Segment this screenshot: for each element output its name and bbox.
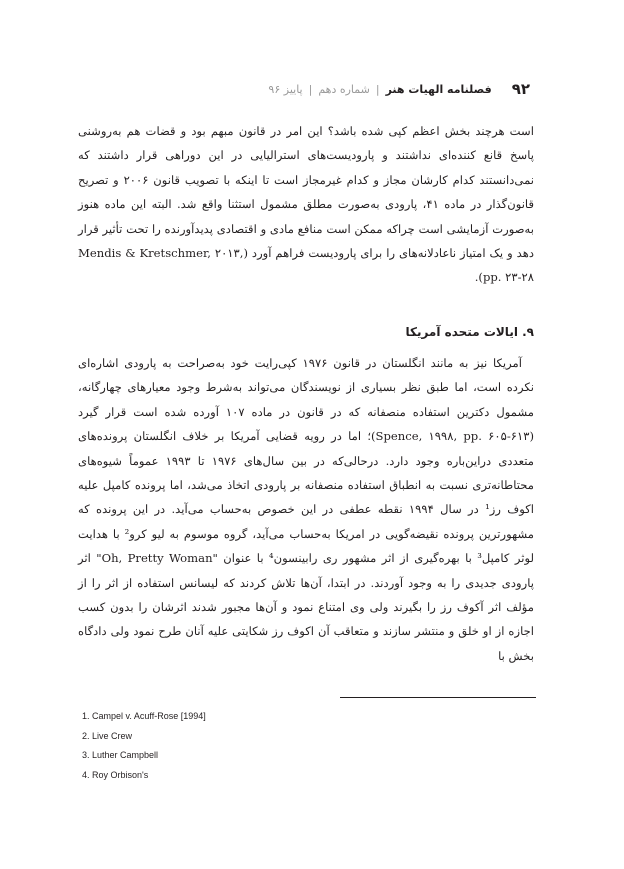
- page-number: ۹۲: [511, 80, 530, 98]
- running-header: [268, 76, 530, 102]
- footnotes: [82, 707, 382, 785]
- footnote-item: 1. Campel v. Acuff-Rose [1994]: [82, 711, 206, 721]
- paragraph-text: آمریکا نیز به مانند انگلستان در قانون ۱۹۷۶ کپی‌رایت خود به‌صراحت به پارودی اشاره‌ای نکرده است، اما طبق نظر بسیاری از نویسندگان می‌تواند به‌شرط وجود معیارهای چهارگانه، مشمول دکترین استفاده منصفانه که در قانون در ماده ۱۰۷ آورده شده است قرار گیرد (Spence, ۱۹۹۸, pp. ۶۰۵-۶۱۳)؛ اما در رویه قضایی آمریکا بر خلاف انگلستان پرونده‌های متعددی دراین‌باره وجود دارد. درحالی‌که در بین سال‌های ۱۹۷۶ تا ۱۹۹۳ عموماً شیوه‌های محتاطانه‌تری نسبت به انطباق استفاده منصفانه بر پارودی اتخاذ می‌شد، اما پرونده کامپل علیه اکوف رز¹ در سال ۱۹۹۴ نقطه عطفی در این خصوص به‌حساب می‌آید. در این پرونده که مشهورترین پرونده نقیضه‌گویی در امریکا به‌حساب می‌آید، گروه موسوم به لیو کرو² با هدایت لوثر کامپل³ با بهره‌گیری از اثر مشهور ری رابینسون⁴ با عنوان "Oh, Pretty Woman" اثر پارودی جدیدی را به وجود آوردند. در ابتدا، آن‌ها تلاش کردند که لیسانس استفاده از اثر را از مؤلف اثر آکوف رز را بگیرند ولی وی امتناع نمود و آن‌ها مجبور شدند اثرشان را بدون کسب اجازه از او خلق و منتشر سازند و متعاقب آن اکوف رز شکایتی علیه آنان طرح نمود ولی دادگاه بخش با: [78, 356, 534, 663]
- footnote-item: 3. Luther Campbell: [82, 750, 159, 760]
- journal-name: فصلنامه الهیات هنر: [385, 82, 492, 96]
- footnote-divider: [340, 697, 536, 698]
- body-paragraph-2: [78, 351, 534, 668]
- issue-number: شماره دهم: [318, 82, 370, 96]
- header-separator: |: [375, 82, 380, 96]
- header-separator: |: [308, 82, 313, 96]
- footnote-item: 4. Roy Orbison's: [82, 769, 149, 780]
- body-paragraph-1: [78, 119, 534, 290]
- issue-season: پاییز ۹۶: [268, 82, 303, 96]
- footnote-item: 2. Live Crew: [82, 730, 133, 741]
- paragraph-text: است هرچند بخش اعظم کپی شده باشد؟ این امر در قانون مبهم بود و قضات هم به‌روشنی پاسخ قانع کننده‌ای نداشتند و پارودیست‌های استرالیایی در این دوراهی قرار داشتند که نمی‌دانستند کدام کارشان مجاز و کدام غیرمجاز است تا اینکه با تصویب قانون ۲۰۰۶ و تصریح قانون‌گذار در ماده ۴۱، پارودی به‌صورت مطلق مشمول استثنا واقع شد. البته این ماده هنوز به‌صورت آزمایشی است چراکه ممکن است منافع مادی و اقتصادی پدیدآورنده را تحت تأثیر قرار دهد و یک امتیاز ناعادلانه‌های را برای پارودیست فراهم آورد (Mendis & Kretschmer, ۲۰۱۳, pp. ۲۳-۲۸).: [78, 124, 535, 285]
- section-heading: ۹. ایالات متحده آمریکا: [405, 325, 534, 339]
